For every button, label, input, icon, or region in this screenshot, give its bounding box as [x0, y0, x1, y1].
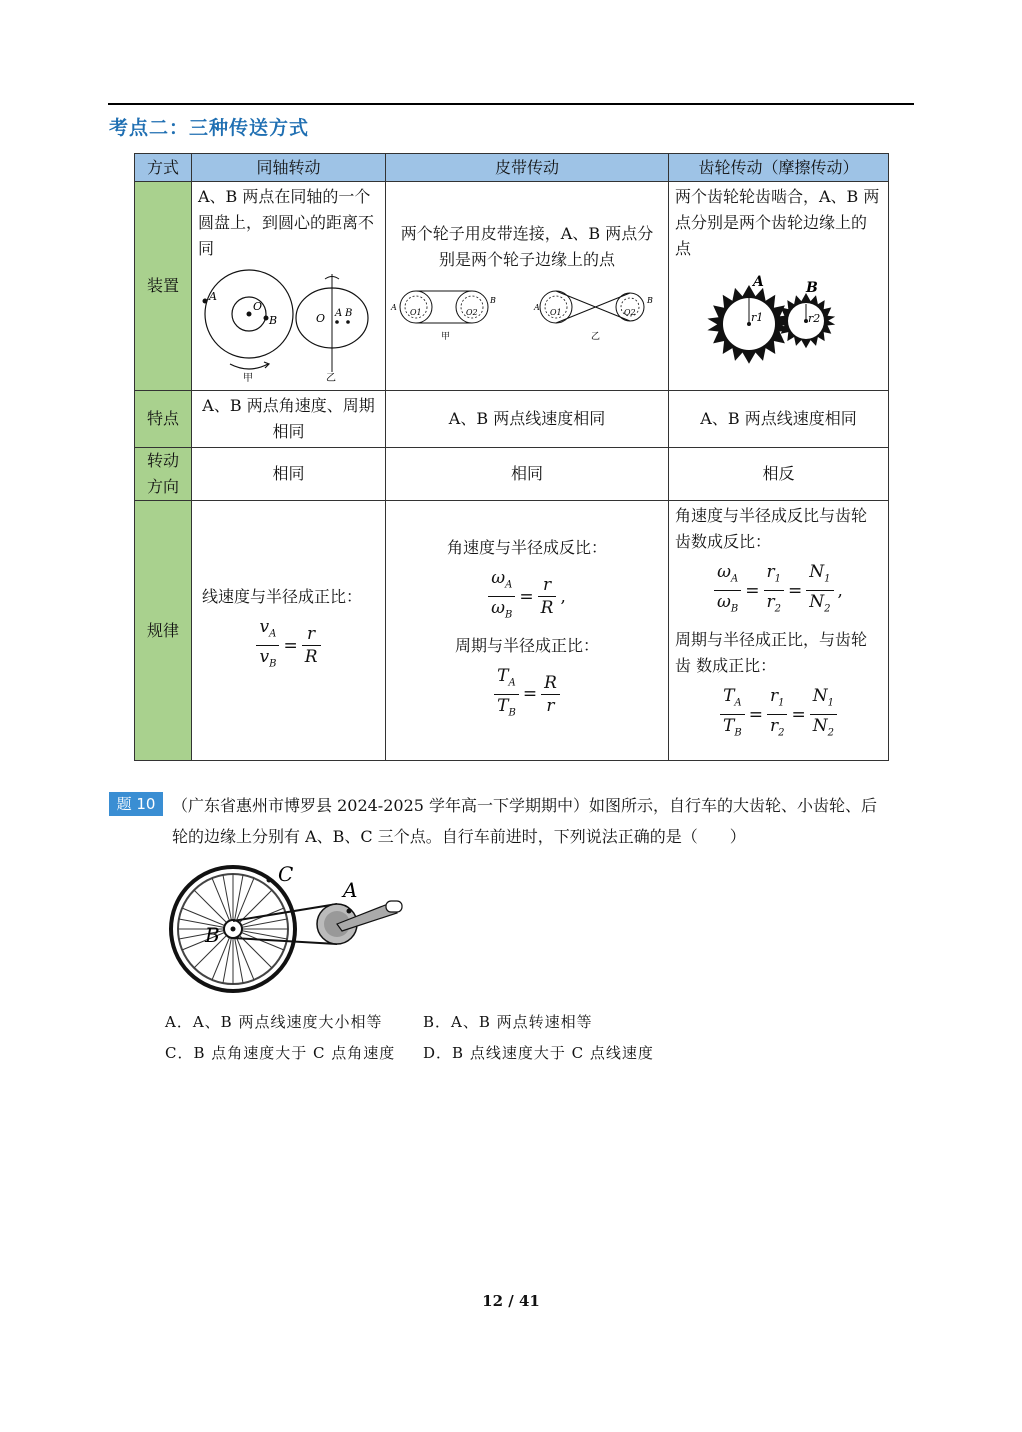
- row-device: [135, 182, 889, 391]
- law-gear-text-1: 角速度与半径成反比与齿轮齿数成反比：: [675, 506, 868, 551]
- gear-label-r2: r2: [808, 312, 821, 325]
- gear-label-A: A: [753, 274, 764, 290]
- label-feature: 特点: [135, 391, 192, 448]
- gear-label-B: B: [806, 280, 818, 296]
- belt-label-O1-2: O1: [550, 308, 562, 317]
- belt-label-A: A: [391, 303, 397, 312]
- coaxial-label-O: O: [253, 300, 263, 313]
- belt-label-O1: O1: [410, 308, 422, 317]
- page-number: 12 / 41: [482, 1292, 540, 1310]
- law-belt-text-2: 周期与半径成正比：: [454, 635, 599, 655]
- cell-device-belt: [386, 182, 669, 391]
- gear-diagram: [669, 264, 887, 374]
- cell-feature-gear: A、B 两点线速度相同: [669, 391, 889, 448]
- belt-label-O2: O2: [466, 308, 478, 317]
- belt-label-O2-2: O2: [624, 308, 636, 317]
- cell-law-coaxial: [192, 501, 386, 761]
- gear-label-r1: r1: [751, 311, 764, 324]
- bike-label-C: C: [278, 862, 294, 886]
- law-belt-text-1: 角速度与半径成反比：: [446, 537, 607, 557]
- cell-direction-coaxial: 相同: [192, 448, 386, 501]
- cell-device-coaxial: [192, 182, 386, 391]
- cell-law-belt: [386, 501, 669, 761]
- header-gear: 齿轮传动（摩擦传动）: [669, 154, 889, 182]
- formula-coaxial: $\frac{v_A}{v_B}$ = $\frac{r}{R}$: [192, 616, 385, 676]
- option-a[interactable]: A．A、B 两点线速度大小相等: [165, 1013, 383, 1031]
- formula-belt-period: $\frac{T_A}{T_B}$ = $\frac{R}{r}$: [386, 665, 668, 725]
- bike-label-A: A: [343, 878, 358, 902]
- row-law: [135, 501, 889, 761]
- coaxial-label-O-side: O: [316, 312, 326, 325]
- row-feature: [135, 391, 889, 448]
- law-gear-text-2: 周期与半径成正比，与齿轮齿 数成正比：: [675, 629, 868, 675]
- belt-label-A-2: A: [534, 303, 540, 312]
- cell-direction-gear: 相反: [669, 448, 889, 501]
- feature-coaxial-text: A、B 两点角速度、周期相同: [202, 396, 375, 441]
- row-direction: [135, 448, 889, 501]
- coaxial-description: A、B 两点在同轴的一个圆盘上，到圆心的距离不同: [198, 187, 375, 258]
- coaxial-label-jia: 甲: [243, 373, 253, 382]
- coaxial-label-A: A: [209, 290, 217, 303]
- header-belt: 皮带传动: [386, 154, 669, 182]
- bicycle-figure: [165, 858, 410, 998]
- label-direction: [135, 448, 192, 501]
- belt-label-B: B: [490, 296, 496, 305]
- formula-gear-omega: $\frac{\omega_A}{\omega_B}$ = $\frac{r_1}{r_2}$ = $\frac{N_1}{N_2}$ ,: [669, 561, 888, 621]
- belt-label-B-2: B: [647, 296, 653, 305]
- belt-diagram: [386, 273, 667, 343]
- gear-description: 两个齿轮轮齿啮合，A、B 两点分别是两个齿轮边缘上的点: [675, 187, 880, 258]
- formula-belt-omega: $\frac{\omega_A}{\omega_B}$ = $\frac{r}{R}$ ,: [386, 567, 668, 627]
- header-method: 方式: [135, 154, 192, 182]
- cell-law-gear: [669, 501, 889, 761]
- bike-label-B: B: [205, 923, 220, 947]
- coaxial-label-yi: 乙: [326, 373, 336, 382]
- table-header-row: [135, 154, 889, 182]
- coaxial-label-B-side: B: [345, 308, 353, 319]
- law-coaxial-text: 线速度与半径成正比：: [202, 586, 363, 606]
- label-law: 规律: [135, 501, 192, 761]
- belt-description: 两个轮子用皮带连接，A、B 两点分别是两个轮子边缘上的点: [400, 224, 654, 269]
- option-c[interactable]: C．B 点角速度大于 C 点角速度: [165, 1044, 396, 1062]
- belt-label-jia: 甲: [441, 332, 451, 342]
- question-text: [172, 790, 917, 852]
- formula-gear-period: $\frac{T_A}{T_B}$ = $\frac{r_1}{r_2}$ = $\frac{N_1}{N_2}$: [669, 685, 888, 745]
- coaxial-label-A-side: A: [335, 308, 343, 319]
- comparison-table: [134, 153, 889, 761]
- cell-feature-belt: A、B 两点线速度相同: [386, 391, 669, 448]
- section-title: 考点二：三种传送方式: [109, 117, 310, 139]
- coaxial-label-B: B: [269, 314, 278, 327]
- coaxial-diagram: [192, 264, 384, 382]
- question-text-line-1: （广东省惠州市博罗县 2024-2025 学年高一下学期期中）如图所示，自行车的大齿轮、小齿轮、后: [172, 796, 878, 815]
- direction-label-text: 转动方向: [146, 451, 179, 496]
- question-text-line-2: 轮的边缘上分别有 A、B、C 三个点。自行车前进时，下列说法正确的是（ ）: [172, 827, 746, 846]
- label-device: 装置: [135, 182, 192, 391]
- option-d[interactable]: D．B 点线速度大于 C 点线速度: [423, 1044, 654, 1062]
- header-coaxial: 同轴转动: [192, 154, 386, 182]
- option-b[interactable]: B．A、B 两点转速相等: [423, 1013, 593, 1031]
- top-rule: [108, 103, 914, 105]
- cell-feature-coaxial: [192, 391, 386, 448]
- cell-device-gear: [669, 182, 889, 391]
- question-badge: 题 10: [109, 792, 163, 816]
- cell-direction-belt: 相同: [386, 448, 669, 501]
- belt-label-yi: 乙: [591, 332, 601, 342]
